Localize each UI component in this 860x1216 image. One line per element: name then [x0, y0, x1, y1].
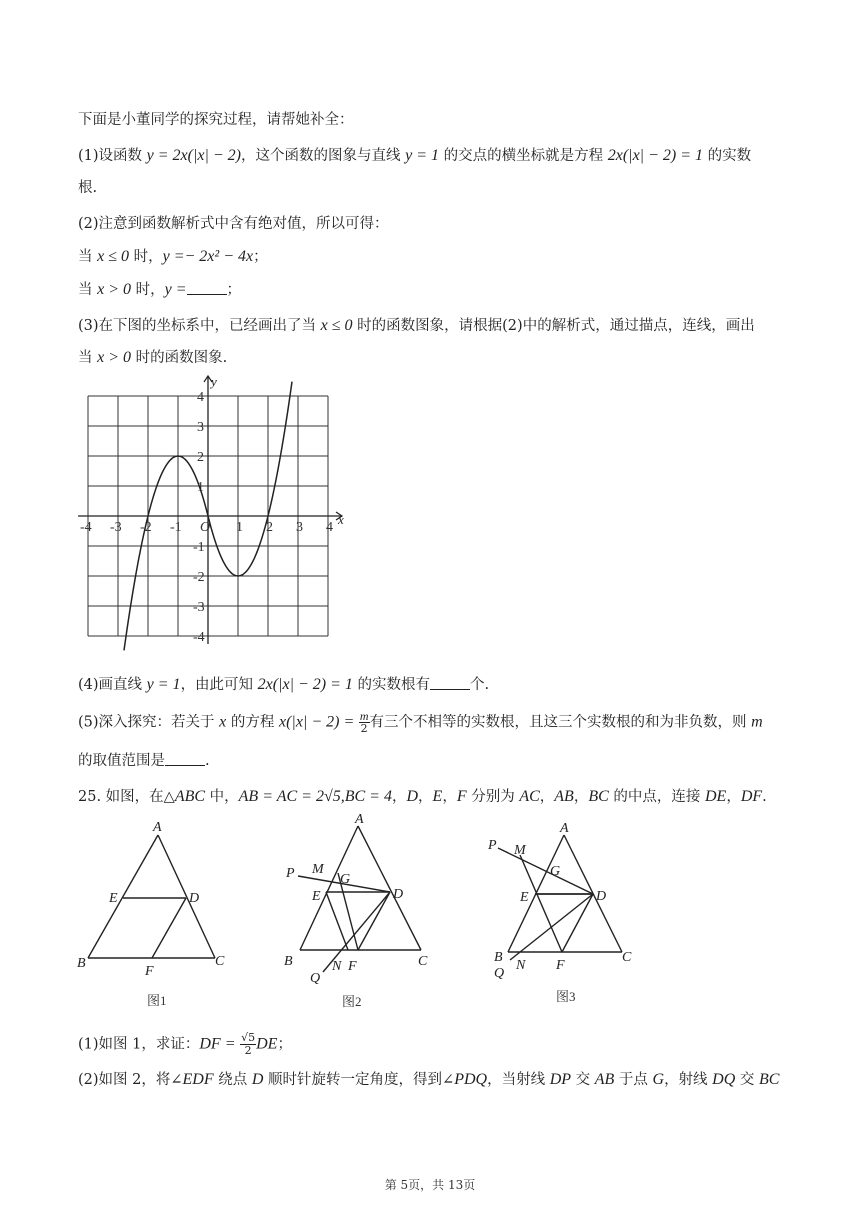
fig2-caption: 图2: [342, 994, 362, 1009]
figure-3: [480, 815, 660, 1015]
fig2-label-e: E: [312, 889, 321, 904]
case2-then: 时，: [135, 282, 165, 298]
x-tick-label: -1: [170, 520, 182, 535]
step3-condition2: x > 0: [97, 349, 132, 366]
fig3-label-p: P: [488, 838, 497, 853]
case2-condition: x > 0: [97, 281, 132, 298]
step5-cont: [78, 751, 210, 771]
step5-fraction: [359, 711, 370, 734]
fig3-label-c: C: [622, 950, 632, 965]
step3-line2: [78, 348, 227, 368]
q25-text3: 分别为: [471, 789, 515, 805]
fig2-label-m: M: [312, 862, 324, 877]
q25-2-text1: (2)如图 2，将∠: [78, 1072, 183, 1088]
case2-expression: y =: [164, 281, 187, 298]
q25-text4: 的中点，连接: [613, 789, 701, 805]
step1-line: [78, 146, 751, 166]
step4-text2: ，由此可知: [180, 677, 254, 693]
q25-2-point-g: G: [652, 1071, 665, 1088]
fig3-label-d: D: [596, 889, 607, 904]
fig1-seg-df: [152, 898, 186, 958]
x-tick-label: 1: [236, 520, 243, 535]
step2-case1: [78, 247, 268, 267]
step1-text2: 的交点的横坐标就是方程: [443, 148, 604, 164]
y-tick-label: -1: [193, 540, 205, 555]
step5-text4: 的取值范围是: [78, 753, 165, 769]
q25-stem: [78, 787, 767, 807]
step4-text1: (4)画直线: [78, 677, 143, 693]
step1-function: y = 2x(|x| − 2): [146, 147, 242, 164]
q25-2-point: D: [251, 1071, 264, 1088]
step5-line: [78, 711, 763, 734]
fig3-label-a: A: [560, 821, 569, 836]
q25-sep3: ，: [539, 789, 555, 805]
case2-answer-blank[interactable]: [187, 282, 227, 295]
q25-2-text8: 交: [739, 1072, 755, 1088]
fig2-label-a: A: [355, 812, 364, 827]
step5-text3: 有三个不相等的实数根，且这三个实数根的和为非负数，则: [369, 714, 747, 731]
fig2-label-c: C: [418, 954, 428, 969]
step5-answer-blank[interactable]: [165, 753, 205, 766]
q25-sep5: ，: [726, 789, 741, 805]
step3-text3: 当: [78, 350, 93, 366]
case1-then: 时，: [133, 249, 163, 265]
x-tick-label: -2: [140, 520, 152, 535]
step3-text1: (3)在下图的坐标系中，已经画出了当: [78, 318, 317, 334]
q25-2-text4: ，当射线: [487, 1072, 546, 1088]
step1-equation: 2x(|x| − 2) = 1: [607, 147, 703, 164]
x-axis-label: x: [338, 512, 344, 527]
case2-end: ；: [226, 282, 242, 298]
q25-sep4: ，: [573, 789, 589, 805]
fig1-side-ab: [88, 835, 158, 958]
x-tick-label: -4: [80, 520, 92, 535]
q25-1-end: ；: [277, 1036, 292, 1053]
step5-var-x: x: [219, 713, 227, 731]
figure-2: [278, 810, 458, 1020]
q25-2-seg-bc: BC: [759, 1071, 780, 1088]
fig2-label-b: B: [284, 954, 293, 969]
y-tick-label: 1: [197, 480, 204, 495]
q25-seg-ab: AB: [554, 788, 574, 805]
step4-line: [78, 675, 489, 695]
step4-answer-blank[interactable]: [430, 677, 470, 690]
q25-1-text: (1)如图 1，求证：: [78, 1036, 200, 1053]
x-tick-label: 4: [326, 520, 333, 535]
y-tick-label: -4: [193, 630, 205, 645]
fig2-side-ab: [300, 826, 358, 950]
fig2-label-d: D: [393, 887, 404, 902]
origin-label: O: [200, 520, 211, 535]
x-tick-label: 2: [266, 520, 273, 535]
q25-2-angle2: PDQ: [454, 1071, 488, 1088]
case1-end: ；: [253, 249, 268, 265]
q25-2-text7: ，射线: [664, 1072, 708, 1088]
step5-equation: x(|x| − 2) =: [278, 713, 355, 731]
fig2-label-q: Q: [310, 971, 321, 986]
q25-1-numerator: √5: [241, 1031, 256, 1044]
fig2-seg-df: [358, 892, 390, 950]
q25-triangle: ABC: [174, 788, 206, 805]
q25-seg-bc: BC: [588, 788, 609, 805]
step1-line-eq: y = 1: [405, 147, 440, 164]
q25-seg-ac: AC: [519, 788, 540, 805]
q25-1-rhs: DE: [256, 1035, 278, 1053]
fig2-label-g: G: [340, 872, 351, 887]
step4-line-eq: y = 1: [146, 676, 181, 693]
page-footer: 第 5页，共 13页: [384, 1178, 476, 1192]
step2-case2: [78, 280, 241, 300]
step3-line1: [78, 316, 755, 336]
q25-1-denominator: 2: [244, 1044, 252, 1057]
q25-2-text6: 于点: [618, 1072, 648, 1088]
fig3-label-f: F: [556, 958, 565, 973]
q25-sep2: ，: [442, 789, 457, 805]
q25-condition: AB = AC = 2√5,BC = 4: [238, 788, 392, 805]
case1-expression: y =− 2x² − 4x: [162, 248, 254, 265]
step3-text2: 时的函数图象，请根据(2)中的解析式，通过描点，连线，画出: [357, 318, 755, 334]
step1-cont: 根.: [78, 180, 98, 196]
fig1-label-a: A: [153, 820, 162, 835]
q25-2-ray2: DQ: [712, 1071, 736, 1088]
fig3-label-n: N: [516, 958, 526, 973]
step4-text4: 个.: [470, 677, 490, 693]
step1-text3: 的实数: [707, 148, 752, 164]
step5-text2: 的方程: [230, 714, 275, 731]
q25-point-d: D: [406, 788, 419, 805]
y-tick-label: -3: [193, 600, 205, 615]
fig1-side-ac: [158, 835, 215, 958]
fig1-label-b: B: [77, 956, 86, 971]
x-tick-label: 3: [296, 520, 303, 535]
q25-2-text5: 交: [575, 1072, 591, 1088]
fig3-seg-df: [562, 894, 593, 952]
step5-text1: (5)深入探究：若关于: [78, 714, 215, 731]
fig3-caption: 图3: [556, 989, 576, 1004]
fig2-label-f: F: [348, 959, 357, 974]
step1-label: (1)设函数: [78, 148, 143, 164]
q25-seg-de: DE: [705, 788, 727, 805]
fig1-label-d: D: [189, 891, 200, 906]
y-tick-label: 3: [197, 420, 204, 435]
fig3-ray-dp: [498, 848, 593, 894]
q25-end: .: [762, 789, 767, 805]
q25-2-angle1: EDF: [182, 1071, 214, 1088]
case1-when: 当: [78, 249, 93, 265]
intro-text: 下面是小董同学的探究过程，请帮她补全：: [78, 112, 354, 128]
step3-condition1: x ≤ 0: [320, 317, 353, 334]
fraction-numerator: m: [359, 709, 369, 723]
fig2-label-n: N: [332, 959, 342, 974]
q25-part2: [78, 1070, 779, 1090]
fraction-denominator: 2: [360, 722, 368, 735]
fig1-label-e: E: [109, 891, 118, 906]
step4-text3: 的实数根有: [357, 677, 431, 693]
q25-2-text3: 顺时针旋转一定角度，得到∠: [268, 1072, 455, 1088]
fig3-label-m: M: [514, 843, 526, 858]
q25-2-seg-ab: AB: [594, 1071, 615, 1088]
fig3-label-q: Q: [494, 966, 505, 981]
y-tick-label: -2: [193, 570, 205, 585]
step3-text4: 时的函数图象.: [135, 350, 228, 366]
y-tick-label: 2: [197, 450, 204, 465]
q25-sep0: ，: [391, 789, 407, 805]
fig3-label-b: B: [494, 950, 503, 965]
step4-equation: 2x(|x| − 2) = 1: [257, 676, 353, 693]
case1-condition: x ≤ 0: [97, 248, 129, 265]
fig1-label-f: F: [145, 964, 154, 979]
step2-text: (2)注意到函数解析式中含有绝对值，所以可得：: [78, 216, 389, 232]
fig3-label-g: G: [550, 864, 561, 879]
q25-2-ray1: DP: [549, 1071, 572, 1088]
fig1-label-c: C: [215, 954, 225, 969]
fig3-label-e: E: [520, 890, 529, 905]
q25-seg-df: DF: [740, 788, 763, 805]
q25-text1: 25. 如图，在△: [78, 789, 175, 805]
step5-text5: .: [205, 753, 210, 769]
step1-text1: ，这个函数的图象与直线: [241, 148, 401, 164]
q25-1-fraction: [240, 1032, 256, 1057]
fig1-caption: 图1: [147, 993, 167, 1008]
q25-part1: [78, 1032, 292, 1057]
x-tick-label: -3: [110, 520, 122, 535]
case2-when: 当: [78, 282, 93, 298]
function-graph: [70, 370, 370, 670]
y-tick-label: 4: [197, 390, 204, 405]
q25-sep1: ，: [418, 789, 433, 805]
step5-var-m: m: [751, 713, 763, 731]
q25-point-e: E: [432, 788, 443, 805]
figure-1: [75, 815, 255, 1015]
q25-2-text2: 绕点: [218, 1072, 248, 1088]
q25-1-lhs: DF =: [199, 1035, 236, 1053]
q25-point-f: F: [456, 788, 467, 805]
q25-text2: 中，: [209, 789, 239, 805]
y-axis-label: y: [211, 374, 217, 389]
fig2-label-p: P: [286, 866, 295, 881]
